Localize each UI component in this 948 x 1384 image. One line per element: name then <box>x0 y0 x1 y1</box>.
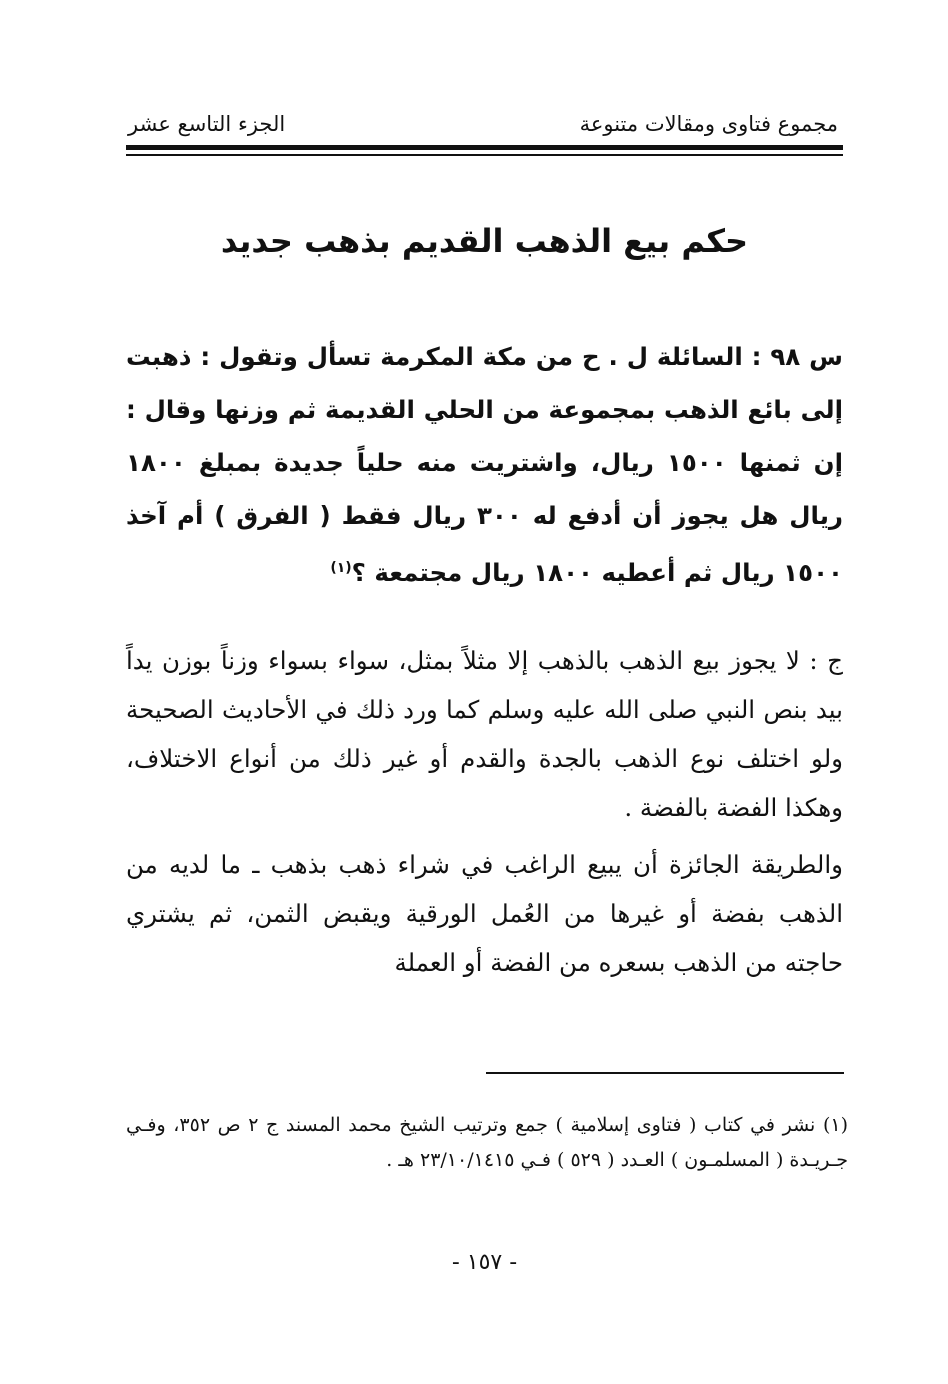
footnote <box>126 1108 848 1178</box>
question-text: س ٩٨ : السائلة ل . ح من مكة المكرمة تسأل وتقول : ذهبت إلى بائع الذهب بمجموعة من الحلي القديمة ثم وزنها وقال : إن ثمنها ١٥٠٠ ريال، واشتريت منه حلياً جديدة بمبلغ ١٨٠٠ ريال هل يجوز أن أدفع له ٣٠٠ ريال فقط ( الفرق ) أم آخذ ١٥٠٠ ريال ثم أعطيه ١٨٠٠ ريال مجتمعة ؟ <box>126 342 844 588</box>
header-book-title: مجموع فتاوى ومقالات متنوعة <box>579 112 838 136</box>
header-rule-thick <box>126 145 843 150</box>
footnote-marker: (١) <box>822 1114 848 1136</box>
answer-section <box>126 636 843 987</box>
question-paragraph <box>126 330 843 599</box>
question-footnote-ref[interactable]: (١) <box>330 560 352 576</box>
answer-paragraph-1: ج : لا يجوز بيع الذهب بالذهب إلا مثلاً بمثل، سواء بسواء وزناً بوزن يداً بيد بنص النبي صلى الله عليه وسلم كما ورد ذلك في الأحاديث الصحيحة ولو اختلف نوع الذهب بالجدة والقدم أو غير ذلك من أنواع الاختلاف، وهكذا الفضة بالفضة . <box>126 646 843 822</box>
footnote-text: نشر في كتاب ( فتاوى إسلامية ) جمع وترتيب الشيخ محمد المسند ج ٢ ص ٣٥٢، وفـي جـريـدة ( المسلمـون ) العـدد ( ٥٢٩ ) فـي ٢٣/١٠/١٤١٥ هـ . <box>126 1114 848 1171</box>
article-title: حكم بيع الذهب القديم بذهب جديد <box>220 222 749 260</box>
header-volume: الجزء التاسع عشر <box>128 112 286 136</box>
answer-paragraph-2: والطريقة الجائزة أن يبيع الراغب في شراء ذهب بذهب ـ ما لديه من الذهب بفضة أو غيرها من العُمل الورقية ويقبض الثمن، ثم يشتري حاجته من الذهب بسعره من الفضة أو العملة <box>126 850 843 977</box>
footnote-separator <box>486 1072 844 1074</box>
page-number: - ١٥٧ - <box>451 1250 518 1275</box>
header-rule-thin <box>126 154 843 156</box>
